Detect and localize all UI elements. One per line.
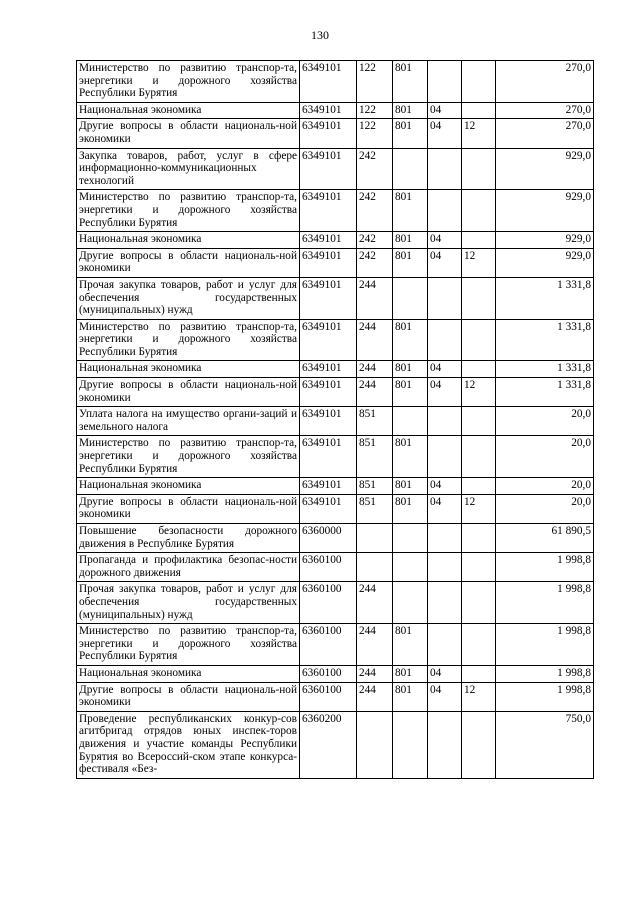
target-article-code-cell: 6349101 [300,319,357,361]
section-code-cell: 04 [428,682,462,711]
subsection-code-cell [462,436,496,478]
administrator-code-cell: 801 [393,361,428,378]
amount-cell: 1 998,8 [496,682,594,711]
item-name-cell: Национальная экономика [77,361,300,378]
amount-cell: 270,0 [496,61,594,103]
section-code-cell [428,711,462,778]
amount-cell: 270,0 [496,119,594,148]
section-code-cell: 04 [428,494,462,523]
table-row [77,248,594,277]
subsection-code-cell [462,524,496,553]
administrator-code-cell: 801 [393,102,428,119]
table-row [77,524,594,553]
amount-cell: 750,0 [496,711,594,778]
expense-type-code-cell: 851 [357,407,393,436]
amount-cell: 20,0 [496,407,594,436]
target-article-code-cell: 6349101 [300,102,357,119]
expense-type-code-cell: 244 [357,665,393,682]
section-code-cell [428,277,462,319]
amount-cell: 1 998,8 [496,582,594,624]
expense-type-code-cell: 122 [357,61,393,103]
target-article-code-cell: 6360100 [300,582,357,624]
item-name-cell: Другие вопросы в области националь-ной экономики [77,682,300,711]
section-code-cell: 04 [428,119,462,148]
target-article-code-cell: 6349101 [300,232,357,249]
amount-cell: 20,0 [496,436,594,478]
expense-type-code-cell: 242 [357,148,393,190]
amount-cell: 1 331,8 [496,361,594,378]
expense-type-code-cell [357,524,393,553]
table-row [77,102,594,119]
amount-cell: 1 998,8 [496,553,594,582]
target-article-code-cell: 6349101 [300,436,357,478]
section-code-cell: 04 [428,665,462,682]
item-name-cell: Прочая закупка товаров, работ и услуг для обеспечения государственных (муниципальных) нужд [77,277,300,319]
expense-type-code-cell: 244 [357,682,393,711]
table-row [77,119,594,148]
subsection-code-cell: 12 [462,119,496,148]
subsection-code-cell: 12 [462,248,496,277]
administrator-code-cell: 801 [393,319,428,361]
administrator-code-cell: 801 [393,494,428,523]
administrator-code-cell: 801 [393,190,428,232]
target-article-code-cell: 6349101 [300,494,357,523]
expense-type-code-cell: 242 [357,248,393,277]
target-article-code-cell: 6349101 [300,378,357,407]
expense-type-code-cell: 244 [357,277,393,319]
administrator-code-cell: 801 [393,682,428,711]
table-row [77,61,594,103]
item-name-cell: Национальная экономика [77,102,300,119]
target-article-code-cell: 6360000 [300,524,357,553]
table-row [77,436,594,478]
target-article-code-cell: 6360200 [300,711,357,778]
target-article-code-cell: 6349101 [300,148,357,190]
table-row [77,553,594,582]
table-row [77,478,594,495]
expense-type-code-cell: 851 [357,494,393,523]
section-code-cell [428,436,462,478]
section-code-cell [428,524,462,553]
administrator-code-cell [393,407,428,436]
subsection-code-cell [462,582,496,624]
target-article-code-cell: 6349101 [300,190,357,232]
amount-cell: 1 331,8 [496,319,594,361]
target-article-code-cell: 6360100 [300,665,357,682]
expense-type-code-cell: 242 [357,232,393,249]
item-name-cell: Министерство по развитию транспор-та, энергетики и дорожного хозяйства Республики Бурятия [77,436,300,478]
target-article-code-cell: 6349101 [300,478,357,495]
item-name-cell: Министерство по развитию транспор-та, энергетики и дорожного хозяйства Республики Бурятия [77,61,300,103]
section-code-cell: 04 [428,248,462,277]
section-code-cell: 04 [428,378,462,407]
expense-type-code-cell: 851 [357,478,393,495]
subsection-code-cell [462,478,496,495]
table-row [77,682,594,711]
administrator-code-cell [393,524,428,553]
amount-cell: 1 998,8 [496,624,594,666]
item-name-cell: Прочая закупка товаров, работ и услуг для обеспечения государственных (муниципальных) нужд [77,582,300,624]
target-article-code-cell: 6349101 [300,61,357,103]
subsection-code-cell [462,190,496,232]
item-name-cell: Другие вопросы в области националь-ной экономики [77,378,300,407]
section-code-cell [428,319,462,361]
table-row [77,711,594,778]
amount-cell: 1 331,8 [496,378,594,407]
expense-type-code-cell: 244 [357,624,393,666]
item-name-cell: Национальная экономика [77,232,300,249]
page-number: 130 [311,28,329,42]
subsection-code-cell [462,61,496,103]
item-name-cell: Проведение республиканских конкур-сов агитбригад отрядов юных инспек-торов движения и участие команды Республики Бурятия во Всероссий-ском этапе конкурса-фестиваля «Без- [77,711,300,778]
amount-cell: 929,0 [496,148,594,190]
amount-cell: 929,0 [496,248,594,277]
subsection-code-cell [462,361,496,378]
target-article-code-cell: 6349101 [300,248,357,277]
administrator-code-cell [393,711,428,778]
expense-type-code-cell: 244 [357,582,393,624]
table-row [77,407,594,436]
expense-type-code-cell [357,553,393,582]
target-article-code-cell: 6349101 [300,407,357,436]
subsection-code-cell [462,102,496,119]
subsection-code-cell [462,553,496,582]
section-code-cell: 04 [428,102,462,119]
target-article-code-cell: 6360100 [300,624,357,666]
subsection-code-cell: 12 [462,494,496,523]
subsection-code-cell [462,624,496,666]
administrator-code-cell: 801 [393,61,428,103]
expense-type-code-cell: 851 [357,436,393,478]
section-code-cell [428,553,462,582]
section-code-cell [428,582,462,624]
table-row [77,148,594,190]
administrator-code-cell: 801 [393,665,428,682]
table-row [77,190,594,232]
subsection-code-cell: 12 [462,682,496,711]
section-code-cell: 04 [428,361,462,378]
target-article-code-cell: 6360100 [300,682,357,711]
item-name-cell: Пропаганда и профилактика безопас-ности дорожного движения [77,553,300,582]
target-article-code-cell: 6349101 [300,119,357,148]
amount-cell: 20,0 [496,494,594,523]
expense-type-code-cell [357,711,393,778]
expense-type-code-cell: 244 [357,378,393,407]
subsection-code-cell [462,319,496,361]
target-article-code-cell: 6349101 [300,277,357,319]
subsection-code-cell: 12 [462,378,496,407]
administrator-code-cell [393,277,428,319]
item-name-cell: Уплата налога на имущество органи-заций и земельного налога [77,407,300,436]
item-name-cell: Закупка товаров, работ, услуг в сфере информационно-коммуникационных технологий [77,148,300,190]
expense-type-code-cell: 242 [357,190,393,232]
subsection-code-cell [462,148,496,190]
expense-type-code-cell: 244 [357,319,393,361]
section-code-cell: 04 [428,232,462,249]
administrator-code-cell: 801 [393,232,428,249]
table-row [77,582,594,624]
section-code-cell [428,61,462,103]
item-name-cell: Министерство по развитию транспор-та, энергетики и дорожного хозяйства Республики Бурятия [77,190,300,232]
amount-cell: 270,0 [496,102,594,119]
subsection-code-cell [462,665,496,682]
table-row [77,494,594,523]
item-name-cell: Министерство по развитию транспор-та, энергетики и дорожного хозяйства Республики Бурятия [77,319,300,361]
administrator-code-cell: 801 [393,436,428,478]
administrator-code-cell: 801 [393,378,428,407]
administrator-code-cell: 801 [393,624,428,666]
expense-type-code-cell: 122 [357,119,393,148]
table-row [77,624,594,666]
item-name-cell: Другие вопросы в области националь-ной экономики [77,119,300,148]
subsection-code-cell [462,232,496,249]
amount-cell: 929,0 [496,190,594,232]
target-article-code-cell: 6360100 [300,553,357,582]
item-name-cell: Министерство по развитию транспор-та, энергетики и дорожного хозяйства Республики Бурятия [77,624,300,666]
administrator-code-cell [393,553,428,582]
item-name-cell: Повышение безопасности дорожного движения в Республике Бурятия [77,524,300,553]
section-code-cell [428,624,462,666]
amount-cell: 929,0 [496,232,594,249]
amount-cell: 20,0 [496,478,594,495]
amount-cell: 1 998,8 [496,665,594,682]
budget-table [76,60,594,779]
table-row [77,277,594,319]
budget-table-body [77,61,594,779]
administrator-code-cell: 801 [393,478,428,495]
subsection-code-cell [462,277,496,319]
administrator-code-cell: 801 [393,248,428,277]
administrator-code-cell: 801 [393,119,428,148]
amount-cell: 1 331,8 [496,277,594,319]
subsection-code-cell [462,407,496,436]
item-name-cell: Другие вопросы в области националь-ной экономики [77,248,300,277]
expense-type-code-cell: 244 [357,361,393,378]
administrator-code-cell [393,148,428,190]
table-row [77,361,594,378]
table-row [77,319,594,361]
section-code-cell [428,407,462,436]
amount-cell: 61 890,5 [496,524,594,553]
target-article-code-cell: 6349101 [300,361,357,378]
table-row [77,665,594,682]
item-name-cell: Национальная экономика [77,478,300,495]
expense-type-code-cell: 122 [357,102,393,119]
table-row [77,232,594,249]
section-code-cell: 04 [428,478,462,495]
subsection-code-cell [462,711,496,778]
administrator-code-cell [393,582,428,624]
section-code-cell [428,190,462,232]
section-code-cell [428,148,462,190]
item-name-cell: Национальная экономика [77,665,300,682]
table-row [77,378,594,407]
item-name-cell: Другие вопросы в области националь-ной экономики [77,494,300,523]
